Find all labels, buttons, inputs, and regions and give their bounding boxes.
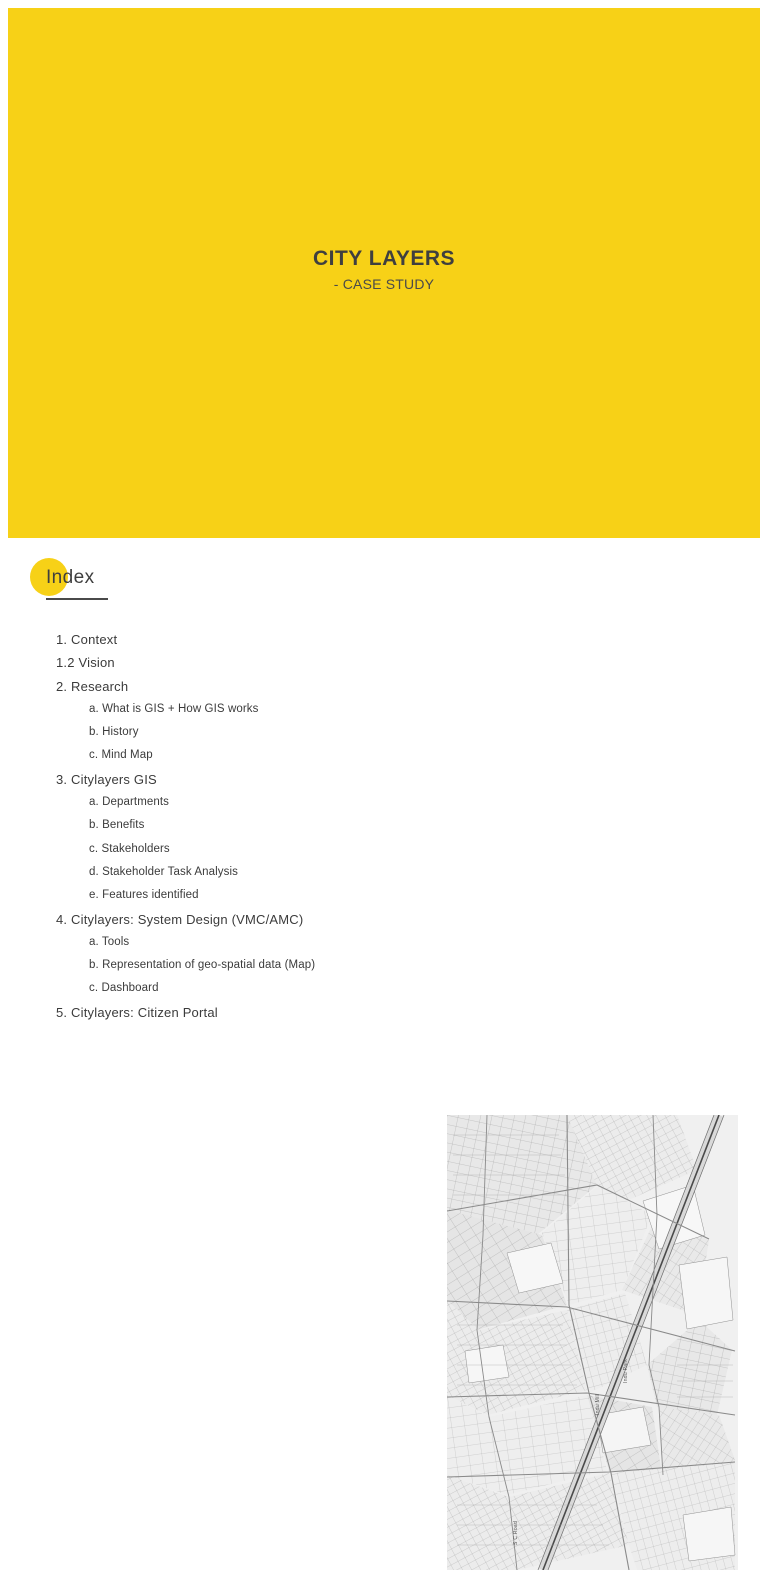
city-map-image [447, 1115, 738, 1570]
map-label-sc-road: S C Road [513, 1520, 519, 1545]
map-artwork [447, 1115, 738, 1570]
list-item: b. Benefits [89, 819, 145, 832]
list-item: b. History [89, 726, 139, 739]
title-underline-divider [46, 598, 108, 600]
page-title: CITY LAYERS [312, 247, 456, 270]
list-item: 1.2 Vision [56, 655, 115, 671]
title-slide [8, 8, 760, 538]
list-item: b. Representation of geo-spatial data (Map) [89, 959, 316, 972]
list-item: c. Mind Map [89, 749, 153, 762]
list-item: c. Stakeholders [89, 842, 170, 855]
map-label-indu-mill: Indu Mill [595, 1393, 601, 1415]
list-item: d. Stakeholder Task Analysis [89, 865, 238, 878]
list-item: 3. Citylayers GIS [56, 771, 157, 787]
title-block [8, 246, 760, 292]
list-item: a. Departments [89, 796, 170, 809]
index-heading [30, 558, 280, 606]
list-item: e. Features identified [89, 889, 199, 902]
list-item: 1. Context [56, 632, 118, 647]
list-item: a. Tools [89, 935, 130, 948]
list-item: 4. Citylayers: System Design (VMC/AMC) [56, 911, 304, 927]
list-item: a. What is GIS + How GIS works [89, 702, 259, 715]
list-item: c. Dashboard [89, 982, 159, 995]
index-list [56, 628, 436, 1024]
list-item: 2. Research [56, 678, 129, 694]
index-slide [0, 546, 768, 1545]
list-item: 5. Citylayers: Citizen Portal [56, 1004, 218, 1020]
page-subtitle: - CASE STUDY [333, 276, 435, 293]
index-title: Index [46, 567, 95, 588]
map-label-indu-park: Indu Park [623, 1358, 629, 1383]
